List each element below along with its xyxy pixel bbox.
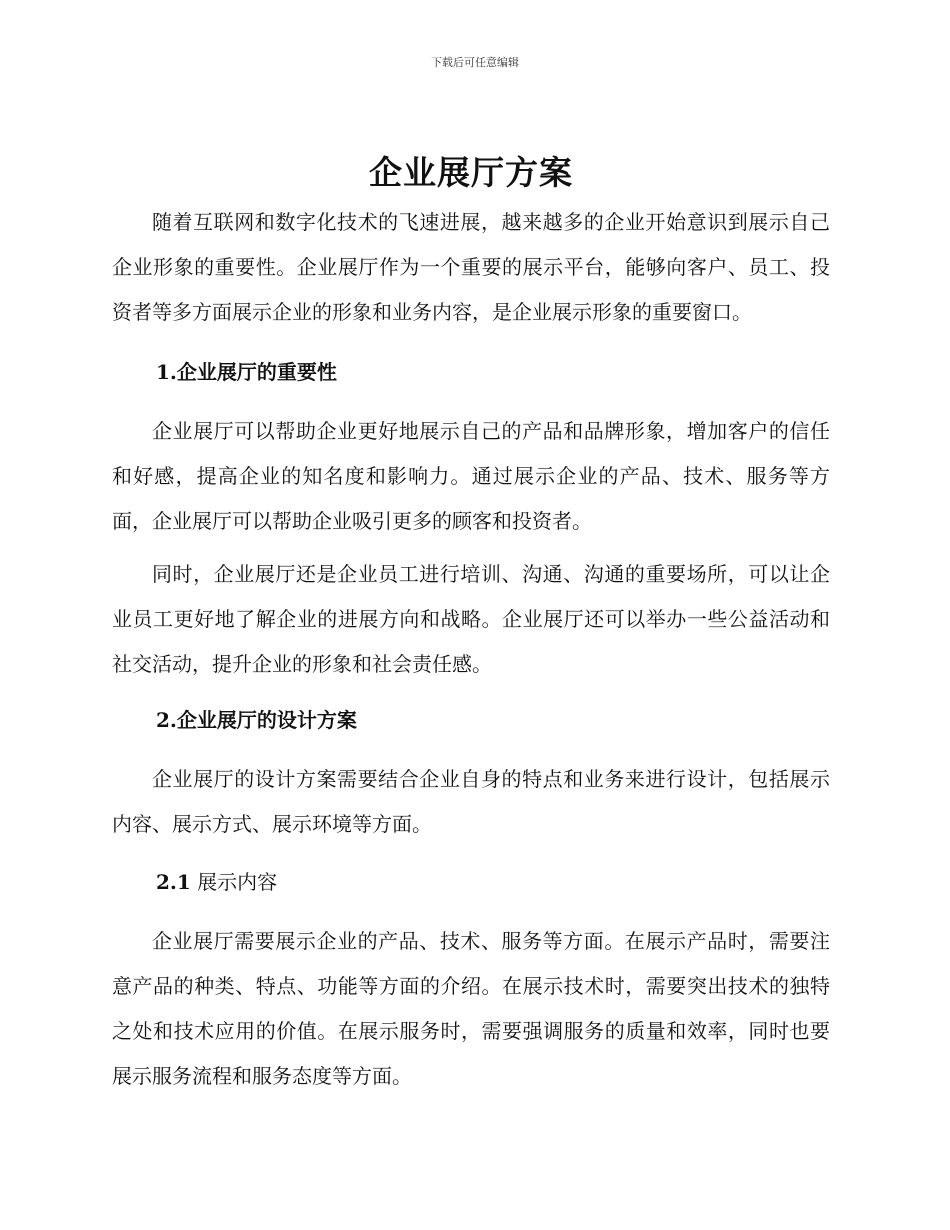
document-title: 企业展厅方案 bbox=[369, 153, 573, 192]
subsection-number: 2.1 bbox=[156, 870, 191, 894]
subsection-paragraph: 企业展厅需要展示企业的产品、技术、服务等方面。在展示产品时，需要注意产品的种类、特点、功能等方面的介绍。在展示技术时，需要突出技术的独特之处和技术应用的价值。在展示服务时，需要强调服务的质量和效率，同时也要展示服务流程和服务态度等方面。 bbox=[112, 929, 830, 1088]
header-note: 下载后可任意编辑 bbox=[431, 56, 519, 69]
intro-paragraph: 随着互联网和数字化技术的飞速进展，越来越多的企业开始意识到展示自己企业形象的重要性。企业展厅作为一个重要的展示平台，能够向客户、员工、投资者等多方面展示企业的形象和业务内容，是企业展示形象的重要窗口。 bbox=[112, 210, 830, 324]
section2-paragraph: 企业展厅的设计方案需要结合企业自身的特点和业务来进行设计，包括展示内容、展示方式、展示环境等方面。 bbox=[112, 767, 830, 836]
document-body bbox=[112, 150, 830, 1099]
section1-paragraph: 企业展厅可以帮助企业更好地展示自己的产品和品牌形象，增加客户的信任和好感，提高企业的知名度和影响力。通过展示企业的产品、技术、服务等方面，企业展厅可以帮助企业吸引更多的顾客和投资者。 bbox=[112, 419, 830, 533]
section-heading-importance: 1.企业展厅的重要性 bbox=[156, 360, 337, 384]
subsection-heading-display-content bbox=[112, 867, 830, 897]
section1-paragraph: 同时，企业展厅还是企业员工进行培训、沟通、沟通的重要场所，可以让企业员工更好地了解企业的进展方向和战略。企业展厅还可以举办一些公益活动和社交活动，提升企业的形象和社会责任感。 bbox=[112, 562, 830, 676]
subsection-title: 展示内容 bbox=[197, 870, 278, 894]
section-heading-design-plan: 2.企业展厅的设计方案 bbox=[156, 708, 357, 732]
